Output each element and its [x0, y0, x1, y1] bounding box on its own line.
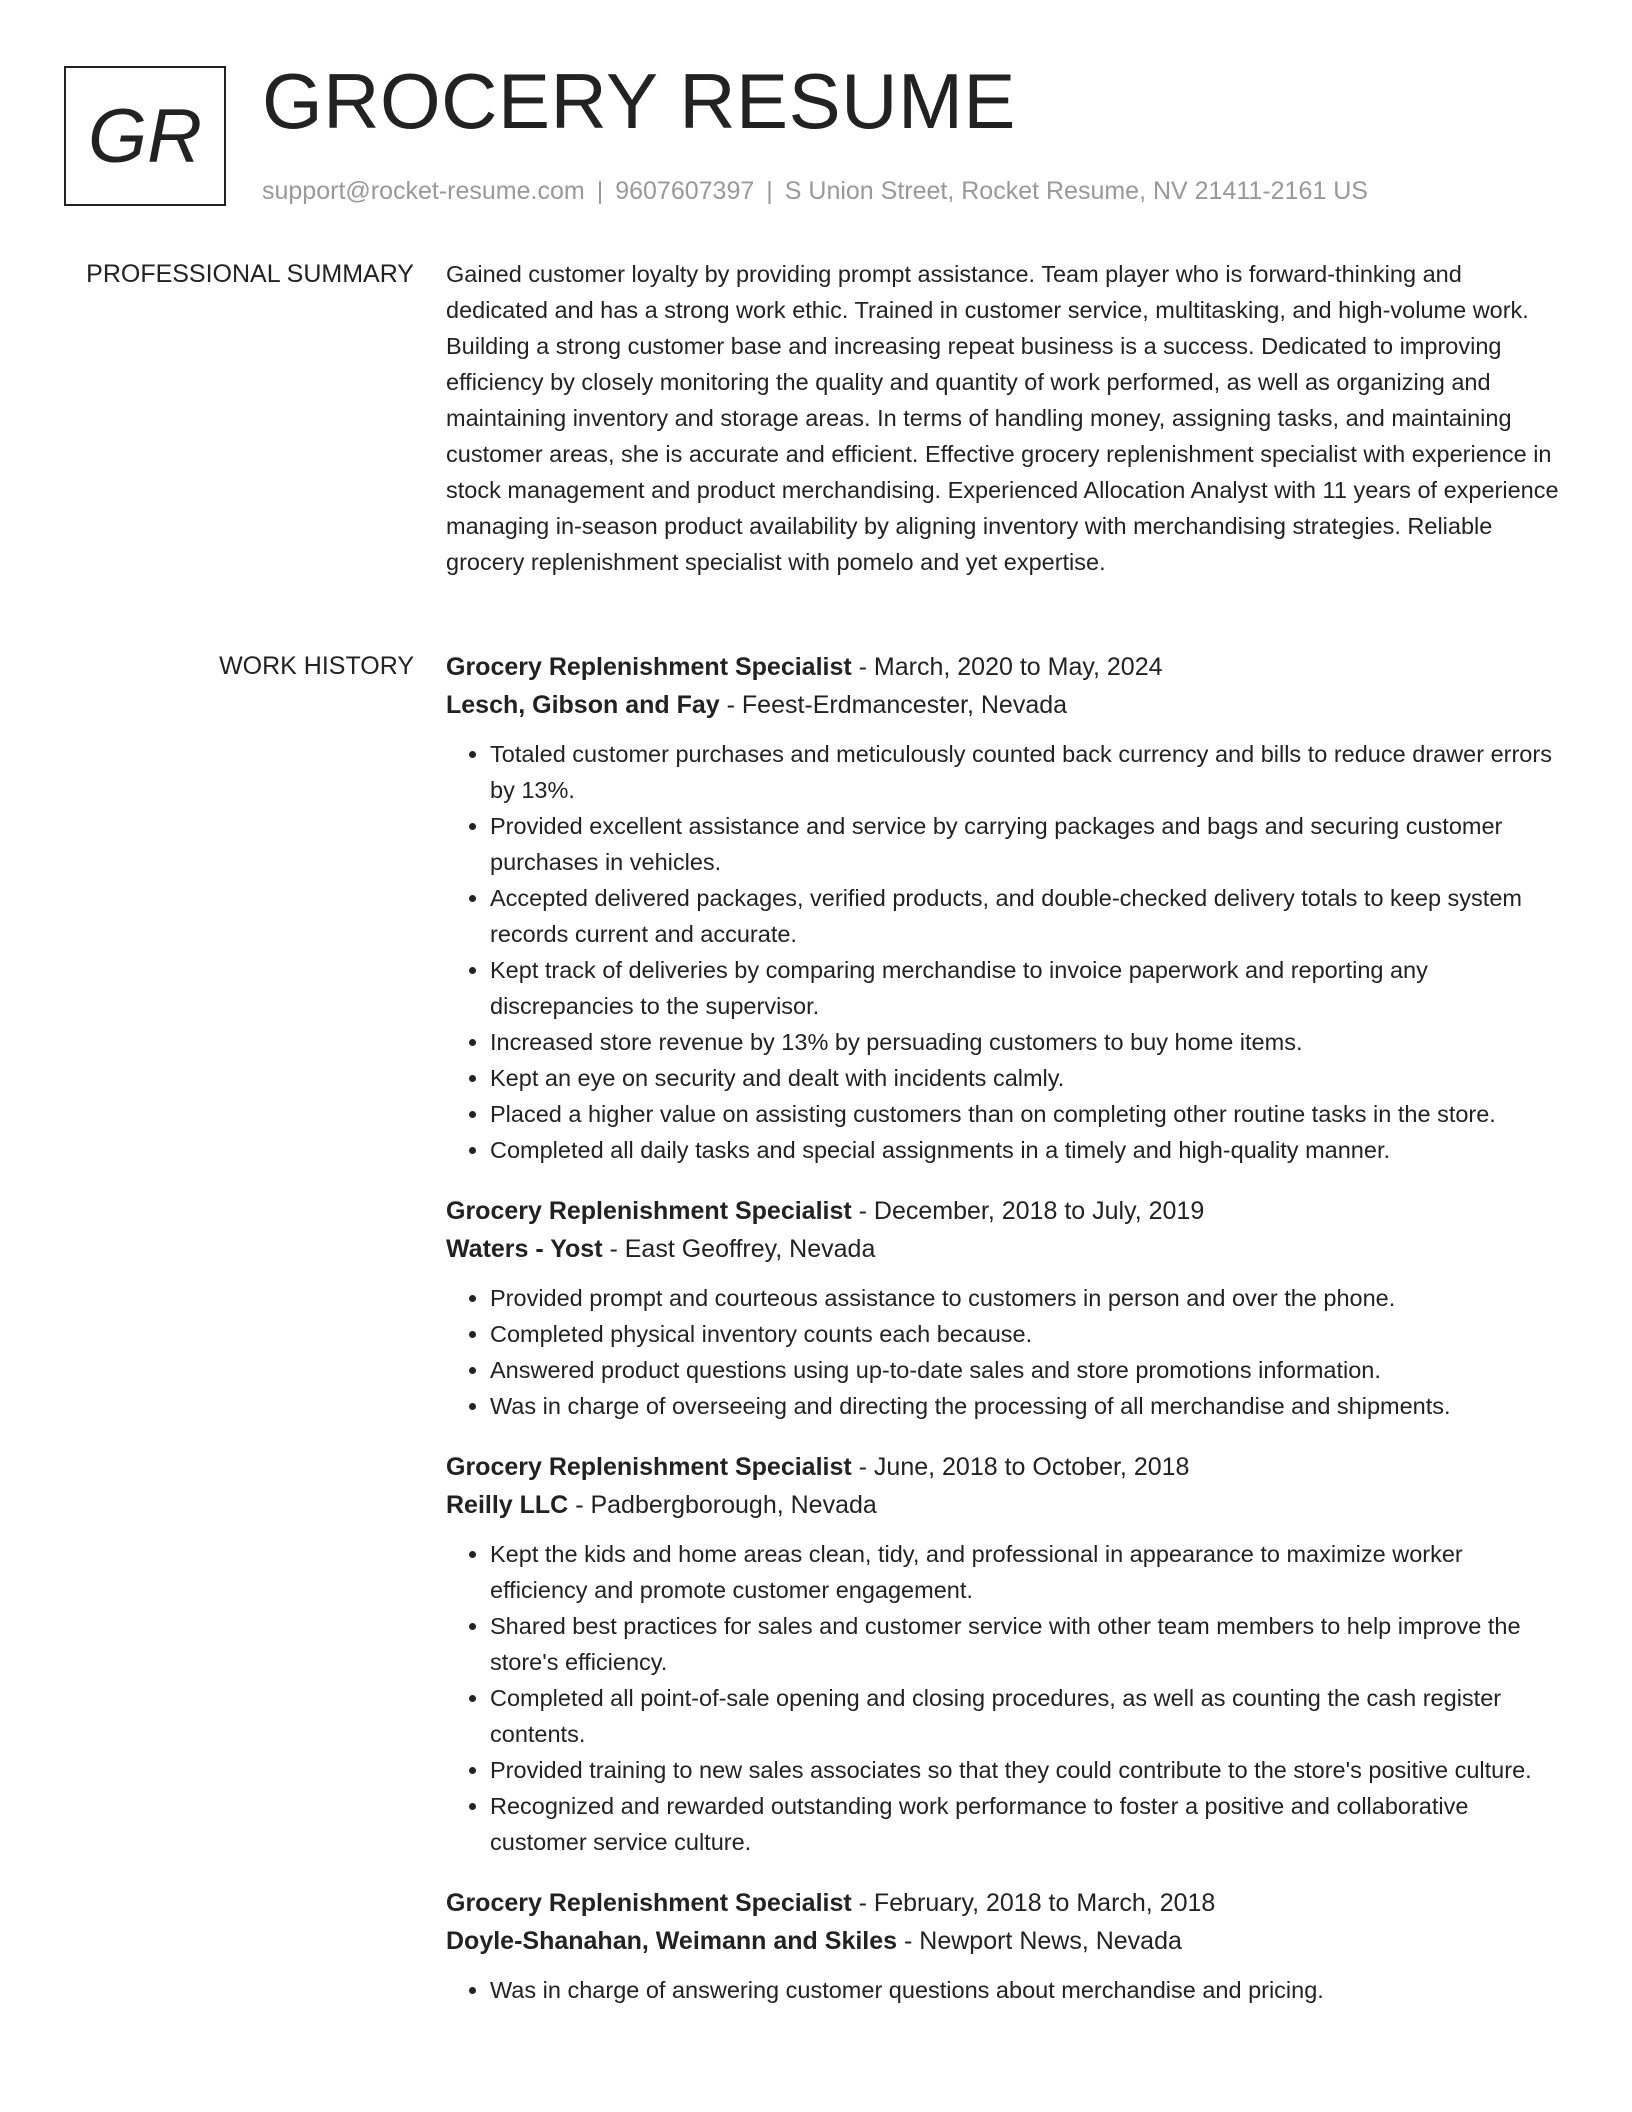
- job-company-line: [446, 686, 1562, 724]
- job-title-line: [446, 648, 1562, 686]
- job-duty: • Kept an eye on security and dealt with incidents calmly.: [490, 1060, 1562, 1096]
- job-duty: • Increased store revenue by 13% by persuading customers to buy home items.: [490, 1024, 1562, 1060]
- job-duty: • Was in charge of answering customer questions about merchandise and pricing.: [490, 1972, 1562, 2008]
- job-dates: - February, 2018 to March, 2018: [851, 1889, 1216, 1917]
- section-label-work-history: WORK HISTORY: [219, 652, 414, 680]
- contact-separator: |: [596, 177, 604, 205]
- job-title-line: [446, 1448, 1562, 1486]
- job-title: Grocery Replenishment Specialist: [446, 653, 852, 681]
- job-company-line: [446, 1230, 1562, 1268]
- job-duty: • Was in charge of overseeing and directing the processing of all merchandise and shipments.: [490, 1388, 1562, 1424]
- job-company: Waters - Yost: [446, 1235, 603, 1263]
- job-duty: • Accepted delivered packages, verified products, and double-checked delivery totals to keep system records current and accurate.: [490, 880, 1562, 952]
- job-duty: • Kept the kids and home areas clean, tidy, and professional in appearance to maximize worker efficiency and promote customer engagement.: [490, 1536, 1562, 1608]
- job-location: - East Geoffrey, Nevada: [602, 1235, 876, 1263]
- job-company-line: [446, 1486, 1562, 1524]
- job-duty: • Provided excellent assistance and service by carrying packages and bags and securing customer purchases in vehicles.: [490, 808, 1562, 880]
- job-location: - Newport News, Nevada: [897, 1927, 1182, 1955]
- job-duties-list: [446, 736, 1562, 1168]
- job-duties-list: [446, 1280, 1562, 1424]
- job-duty: • Kept track of deliveries by comparing merchandise to invoice paperwork and reporting any discrepancies to the supervisor.: [490, 952, 1562, 1024]
- job-duty: • Completed physical inventory counts each because.: [490, 1316, 1562, 1352]
- contact-address: S Union Street, Rocket Resume, NV 21411-2161 US: [784, 177, 1368, 205]
- section-label-summary: PROFESSIONAL SUMMARY: [86, 260, 414, 288]
- work-history-body: [446, 648, 1562, 2032]
- contact-email: support@rocket-resume.com: [262, 177, 585, 205]
- contact-phone: 9607607397: [615, 177, 755, 205]
- monogram-badge: [64, 66, 226, 206]
- job-title-line: [446, 1192, 1562, 1230]
- job-duty: • Placed a higher value on assisting customers than on completing other routine tasks in the store.: [490, 1096, 1562, 1132]
- resume-title: GROCERY RESUME: [262, 57, 1016, 145]
- job-dates: - December, 2018 to July, 2019: [851, 1197, 1205, 1225]
- job-dates: - March, 2020 to May, 2024: [851, 653, 1163, 681]
- contact-line: [262, 176, 1368, 206]
- job-company: Reilly LLC: [446, 1491, 569, 1519]
- job-location: - Feest-Erdmancester, Nevada: [719, 691, 1068, 719]
- job-duty: • Provided prompt and courteous assistance to customers in person and over the phone.: [490, 1280, 1562, 1316]
- job-duty: • Answered product questions using up-to-date sales and store promotions information.: [490, 1352, 1562, 1388]
- job-duty: • Provided training to new sales associates so that they could contribute to the store's positive culture.: [490, 1752, 1562, 1788]
- job-duty: • Totaled customer purchases and meticulously counted back currency and bills to reduce drawer errors by 13%.: [490, 736, 1562, 808]
- summary-body: [446, 256, 1562, 580]
- job-title: Grocery Replenishment Specialist: [446, 1197, 852, 1225]
- job-duty: • Completed all point-of-sale opening and closing procedures, as well as counting the cash register contents.: [490, 1680, 1562, 1752]
- job-company-line: [446, 1922, 1562, 1960]
- job-company: Doyle-Shanahan, Weimann and Skiles: [446, 1927, 898, 1955]
- job-dates: - June, 2018 to October, 2018: [851, 1453, 1190, 1481]
- job-duties-list: [446, 1536, 1562, 1860]
- job-title: Grocery Replenishment Specialist: [446, 1453, 852, 1481]
- job-title-line: [446, 1884, 1562, 1922]
- job-duties-list: [446, 1972, 1562, 2008]
- job-entry: [446, 1884, 1562, 2008]
- job-entry: [446, 1448, 1562, 1860]
- job-entry: [446, 648, 1562, 1168]
- job-location: - Padbergborough, Nevada: [568, 1491, 877, 1519]
- summary-text: Gained customer loyalty by providing prompt assistance. Team player who is forward-thinking and dedicated and has a strong work ethic. Trained in customer service, multitasking, and high-volume work. Building a strong customer base and increasing repeat business is a success. Dedicated to improving efficiency by closely monitoring the quality and quantity of work performed, as well as organizing and maintaining inventory and storage areas. In terms of handling money, assigning tasks, and maintaining customer areas, she is accurate and efficient. Effective grocery replenishment specialist with experience in stock management and product merchandising. Experienced Allocation Analyst with 11 years of experience managing in-season product availability by aligning inventory with merchandising strategies. Reliable grocery replenishment specialist with pomelo and yet expertise.: [446, 261, 1559, 575]
- job-duty: • Shared best practices for sales and customer service with other team members to help improve the store's efficiency.: [490, 1608, 1562, 1680]
- job-company: Lesch, Gibson and Fay: [446, 691, 720, 719]
- monogram-text: GR: [88, 93, 202, 179]
- contact-separator: |: [766, 177, 773, 205]
- job-title: Grocery Replenishment Specialist: [446, 1889, 852, 1917]
- job-entry: [446, 1192, 1562, 1424]
- job-duty: • Recognized and rewarded outstanding work performance to foster a positive and collaborative customer service culture.: [490, 1788, 1562, 1860]
- job-duty: • Completed all daily tasks and special assignments in a timely and high-quality manner.: [490, 1132, 1562, 1168]
